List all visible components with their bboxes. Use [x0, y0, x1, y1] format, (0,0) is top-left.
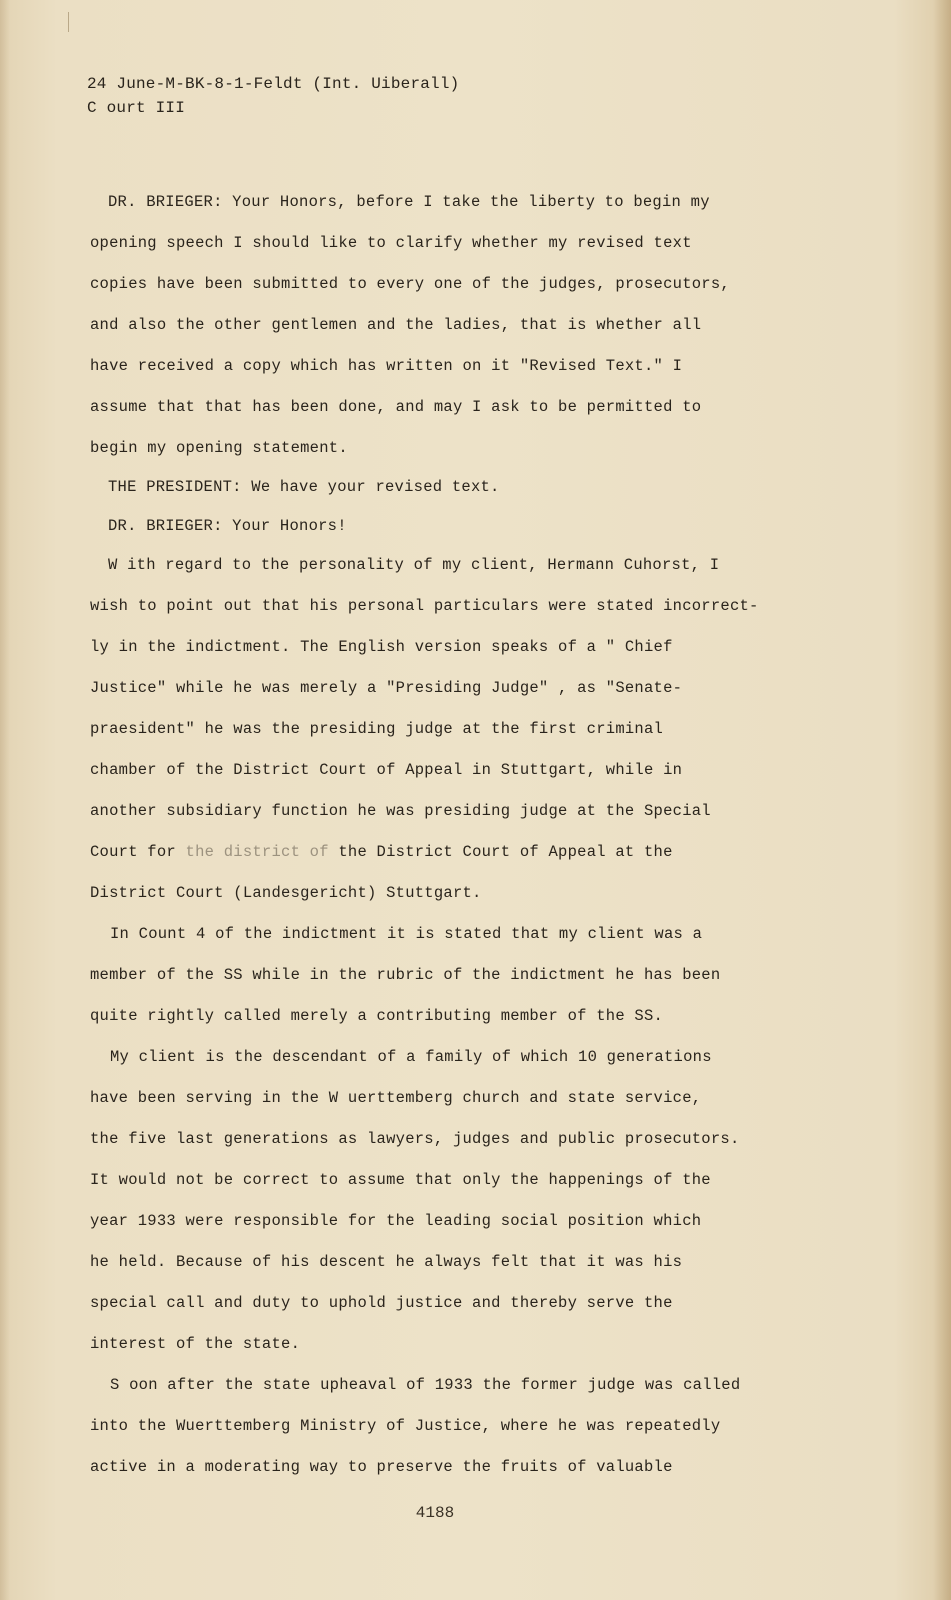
text-line: special call and duty to uphold justice and thereby serve the: [90, 1294, 673, 1312]
text-line: chamber of the District Court of Appeal in Stuttgart, while in: [90, 761, 683, 779]
text-line: My client is the descendant of a family of which 10 generations: [110, 1048, 712, 1066]
text-line: DR. BRIEGER: Your Honors!: [108, 517, 347, 535]
transcript-body: [90, 187, 810, 1493]
text-line: into the Wuerttemberg Ministry of Justice, where he was repeatedly: [90, 1417, 721, 1435]
text-line: have received a copy which has written on it "Revised Text." I: [90, 357, 683, 375]
text-line: another subsidiary function he was presiding judge at the Special: [90, 802, 711, 820]
text-line: opening speech I should like to clarify whether my revised text: [90, 234, 692, 252]
text-line: active in a moderating way to preserve the fruits of valuable: [90, 1458, 673, 1476]
text-line: interest of the state.: [90, 1335, 301, 1353]
page-number: 4188: [415, 1504, 455, 1522]
text-segment: Court for: [90, 843, 186, 861]
text-line: have been serving in the W uerttemberg church and state service,: [90, 1089, 702, 1107]
text-line: the five last generations as lawyers, judges and public prosecutors.: [90, 1130, 740, 1148]
text-line: member of the SS while in the rubric of the indictment he has been: [90, 966, 721, 984]
text-line: S oon after the state upheaval of 1933 the former judge was called: [110, 1376, 741, 1394]
text-line: W ith regard to the personality of my client, Hermann Cuhorst, I: [108, 556, 720, 574]
text-line: year 1933 were responsible for the leading social position which: [90, 1212, 702, 1230]
text-line: Justice" while he was merely a "Presiding Judge" , as "Senate-: [90, 679, 683, 697]
text-line: District Court (Landesgericht) Stuttgart.: [90, 884, 482, 902]
text-segment: the District Court of Appeal at the: [328, 843, 673, 861]
text-line: wish to point out that his personal particulars were stated incorrect-: [90, 597, 759, 615]
text-line: quite rightly called merely a contributing member of the SS.: [90, 1007, 664, 1025]
text-line: In Count 4 of the indictment it is stated that my client was a: [110, 925, 703, 943]
header-court: C ourt III: [87, 99, 186, 117]
text-line: begin my opening statement.: [90, 439, 348, 457]
text-line: copies have been submitted to every one of the judges, prosecutors,: [90, 275, 730, 293]
document-header: [87, 72, 459, 120]
text-line: and also the other gentlemen and the ladies, that is whether all: [90, 316, 702, 334]
pencil-mark: [68, 12, 69, 32]
text-line: assume that that has been done, and may I ask to be permitted to: [90, 398, 702, 416]
text-line: praesident" he was the presiding judge at the first criminal: [90, 720, 664, 738]
header-reference: 24 June-M-BK-8-1-Feldt (Int. Uiberall): [87, 75, 460, 93]
paper-edge-right: [933, 0, 951, 1600]
text-line: [90, 837, 810, 878]
text-line: ly in the indictment. The English version speaks of a " Chief: [90, 638, 673, 656]
text-line: he held. Because of his descent he always felt that it was his: [90, 1253, 683, 1271]
paper-edge-left: [0, 0, 10, 1600]
text-line: THE PRESIDENT: We have your revised text.: [108, 478, 500, 496]
text-line: It would not be correct to assume that only the happenings of the: [90, 1171, 711, 1189]
faded-text-segment: the district of: [185, 843, 329, 861]
text-line: DR. BRIEGER: Your Honors, before I take the liberty to begin my: [108, 193, 710, 211]
